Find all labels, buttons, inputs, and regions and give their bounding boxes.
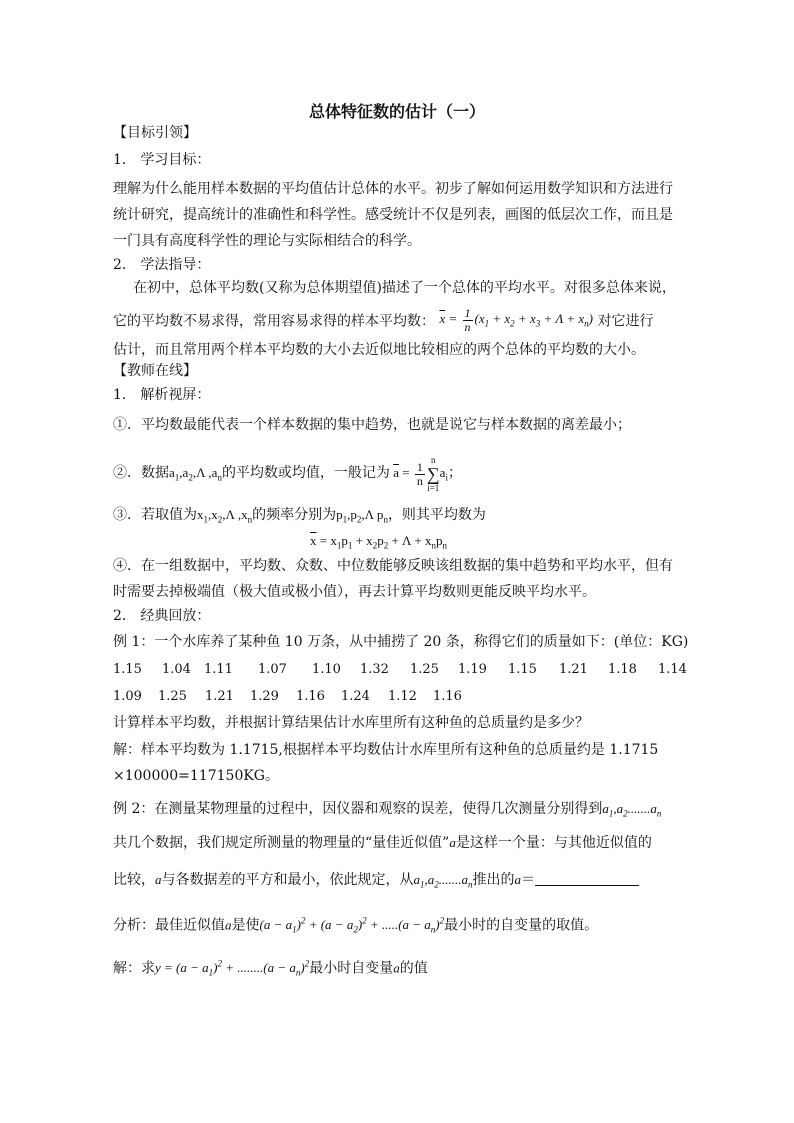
analysis-heading: 1． 解析视屏： bbox=[113, 387, 211, 403]
data-row-1 bbox=[113, 661, 687, 679]
goal-text-line-2: 统计研究，提高统计的准确性和科学性。感受统计不仅是列表，画图的低层次工作，而且是 bbox=[113, 207, 673, 223]
example-2-line-2-text: 共几个数据，我们规定所测量的物理量的“量佳近似值” bbox=[113, 835, 450, 851]
data-value: 1.18 bbox=[608, 662, 637, 677]
example-1-solution-line-1: 解：样本平均数为 1.1715,根据样本平均数估计水库里所有这种鱼的总质量约是 1.1715 bbox=[113, 742, 659, 758]
example-2-line-3-middle: 与各数据差的平方和最小，依此规定，从 bbox=[161, 872, 414, 888]
data-value: 1.21 bbox=[205, 689, 234, 704]
measurements-formula: $a_1,a_2.......a_n$ bbox=[413, 872, 473, 890]
weighted-mean-formula: $\overline{x} = x_1p_1 + x_2p_2 + \Lambda + x_np_n$ bbox=[310, 533, 447, 551]
example-2-line-1 bbox=[113, 800, 661, 823]
data-row-2 bbox=[113, 688, 473, 706]
classic-review-heading: 2． 经典回放： bbox=[113, 608, 211, 624]
point-2 bbox=[113, 455, 462, 493]
example-1-question: 计算样本平均数，并根据计算结果估计水库里所有这种鱼的总质量约是多少？ bbox=[113, 715, 589, 731]
data-sequence-formula: $a_1,a_2,\Lambda$ $,a_n$ bbox=[169, 464, 222, 483]
solution-end: 的值 bbox=[399, 960, 428, 977]
values-formula: $x_1,x_2,\Lambda$ $,x_n$ bbox=[197, 507, 253, 525]
measurements-formula: $a_1,a_2.......a_n$ bbox=[602, 801, 662, 819]
analysis-middle: 是使 bbox=[231, 917, 260, 934]
sample-mean-formula: $\overline{x}$ = $\frac{1}{n}$ $(x_1 + x_2 + x_3 + \Lambda + x_n)$ bbox=[439, 306, 593, 334]
guide-text-line-2 bbox=[113, 306, 654, 336]
guide-text-line-2-end: 对它进行 bbox=[597, 313, 654, 330]
variable-a: a bbox=[514, 872, 521, 887]
data-value: 1.29 bbox=[250, 689, 279, 704]
guide-text-line-3: 估计，而且常用两个样本平均数的大小去近似地比较相应的两个总体的平均数的大小。 bbox=[113, 342, 645, 358]
data-value: 1.07 bbox=[258, 662, 287, 677]
data-value: 1.32 bbox=[360, 662, 389, 677]
equals-sign: ＝ bbox=[521, 872, 535, 888]
data-value: 1.15 bbox=[508, 662, 537, 677]
learning-goal-heading: 1． 学习目标： bbox=[113, 152, 211, 168]
frequency-formula: $p_1,p_2,\Lambda$ $p_n$ bbox=[336, 507, 388, 525]
example-2-line-2 bbox=[113, 834, 652, 852]
variable-a: a bbox=[449, 835, 456, 850]
mean-sum-formula: $\overline{a}$ = $\frac{1}{n}$ n ∑ $i=1a_i$ bbox=[393, 455, 448, 493]
data-value: 1.19 bbox=[458, 662, 487, 677]
section-heading-teacher: 【教师在线】 bbox=[113, 363, 197, 379]
guide-text-line-1: 在初中，总体平均数(又称为总体期望值)描述了一个总体的平均水平。对很多总体来说， bbox=[133, 280, 676, 296]
solution-middle: 最小时自变量 bbox=[309, 960, 394, 977]
goal-text-line-1: 理解为什么能用样本数据的平均值估计总体的水平。初步了解如何运用数学知识和方法进行 bbox=[113, 181, 673, 197]
analysis-line bbox=[113, 912, 598, 939]
example-2-line-3 bbox=[113, 871, 639, 894]
data-value: 1.14 bbox=[658, 662, 687, 677]
data-value: 1.11 bbox=[204, 662, 233, 677]
point-3 bbox=[113, 506, 486, 529]
goal-text-line-3: 一门具有高度科学性的理论与实际相结合的科学。 bbox=[113, 233, 421, 249]
solution-start: 解：求 bbox=[113, 960, 155, 977]
data-value: 1.25 bbox=[158, 689, 187, 704]
data-value: 1.15 bbox=[113, 662, 142, 677]
page-title: 总体特征数的估计（一） bbox=[308, 102, 485, 121]
answer-blank[interactable] bbox=[535, 873, 639, 886]
point-2-middle: 的平均数或均值，一般记为 bbox=[221, 464, 390, 481]
analysis-start: 分析：最佳近似值 bbox=[113, 917, 225, 934]
variable-a: a bbox=[393, 960, 400, 976]
guide-text-line-2-start: 它的平均数不易求得，常用容易求得的样本平均数： bbox=[113, 313, 435, 330]
data-value: 1.10 bbox=[312, 662, 341, 677]
point-2-end: ； bbox=[447, 464, 462, 481]
point-4-line-2: 时需要去掉极端值（极大值或极小值），再去计算平均数则更能反映平均水平。 bbox=[113, 584, 596, 600]
example-2-line-2-end: 是这样一个量：与其他近似值的 bbox=[455, 835, 652, 851]
data-value: 1.09 bbox=[113, 689, 142, 704]
point-2-start: ②．数据 bbox=[113, 464, 169, 481]
point-1: ①．平均数最能代表一个样本数据的集中趋势，也就是说它与样本数据的离差最小； bbox=[113, 417, 631, 433]
data-value: 1.04 bbox=[162, 662, 191, 677]
objective-function-formula: $y = (a - a_1)^2 + ........(a - a_n)^2$ bbox=[155, 959, 310, 978]
example-1-line-1: 例 1：一个水库养了某种鱼 10 万条，从中捕捞了 20 条，称得它们的质量如下：(单位：KG) bbox=[113, 634, 689, 650]
example-2-line-3-after: 推出的 bbox=[472, 872, 515, 888]
variable-a: a bbox=[155, 872, 162, 887]
section-heading-goals: 【目标引领】 bbox=[113, 125, 197, 141]
study-guide-heading: 2． 学法指导： bbox=[113, 257, 211, 273]
data-value: 1.12 bbox=[388, 689, 417, 704]
point-3-start: ③．若取值为 bbox=[113, 507, 197, 523]
point-4-line-1: ④．在一组数据中，平均数、众数、中位数能够反映该组数据的集中趋势和平均水平，但有 bbox=[113, 558, 673, 574]
example-2-line-3-start: 比较， bbox=[113, 872, 155, 888]
sum-of-squares-formula: $(a - a_1)^2 + (a - a_2)^2 + .....(a - a_n)^2$ bbox=[259, 916, 445, 935]
point-3-end: ，则其平均数为 bbox=[387, 507, 486, 523]
variable-a: a bbox=[225, 917, 232, 933]
analysis-end: 最小时的自变量的取值。 bbox=[444, 917, 599, 934]
data-value: 1.24 bbox=[341, 689, 370, 704]
example-2-line-1-text: 例 2：在测量某物理量的过程中，因仪器和观察的误差，使得几次测量分别得到 bbox=[113, 801, 603, 817]
data-value: 1.21 bbox=[559, 662, 588, 677]
point-3-middle: 的频率分别为 bbox=[252, 507, 337, 523]
data-value: 1.16 bbox=[433, 689, 462, 704]
data-value: 1.25 bbox=[410, 662, 439, 677]
data-value: 1.16 bbox=[296, 689, 325, 704]
example-1-solution-line-2: ×100000=117150KG。 bbox=[113, 768, 279, 784]
solution-line bbox=[113, 955, 428, 982]
